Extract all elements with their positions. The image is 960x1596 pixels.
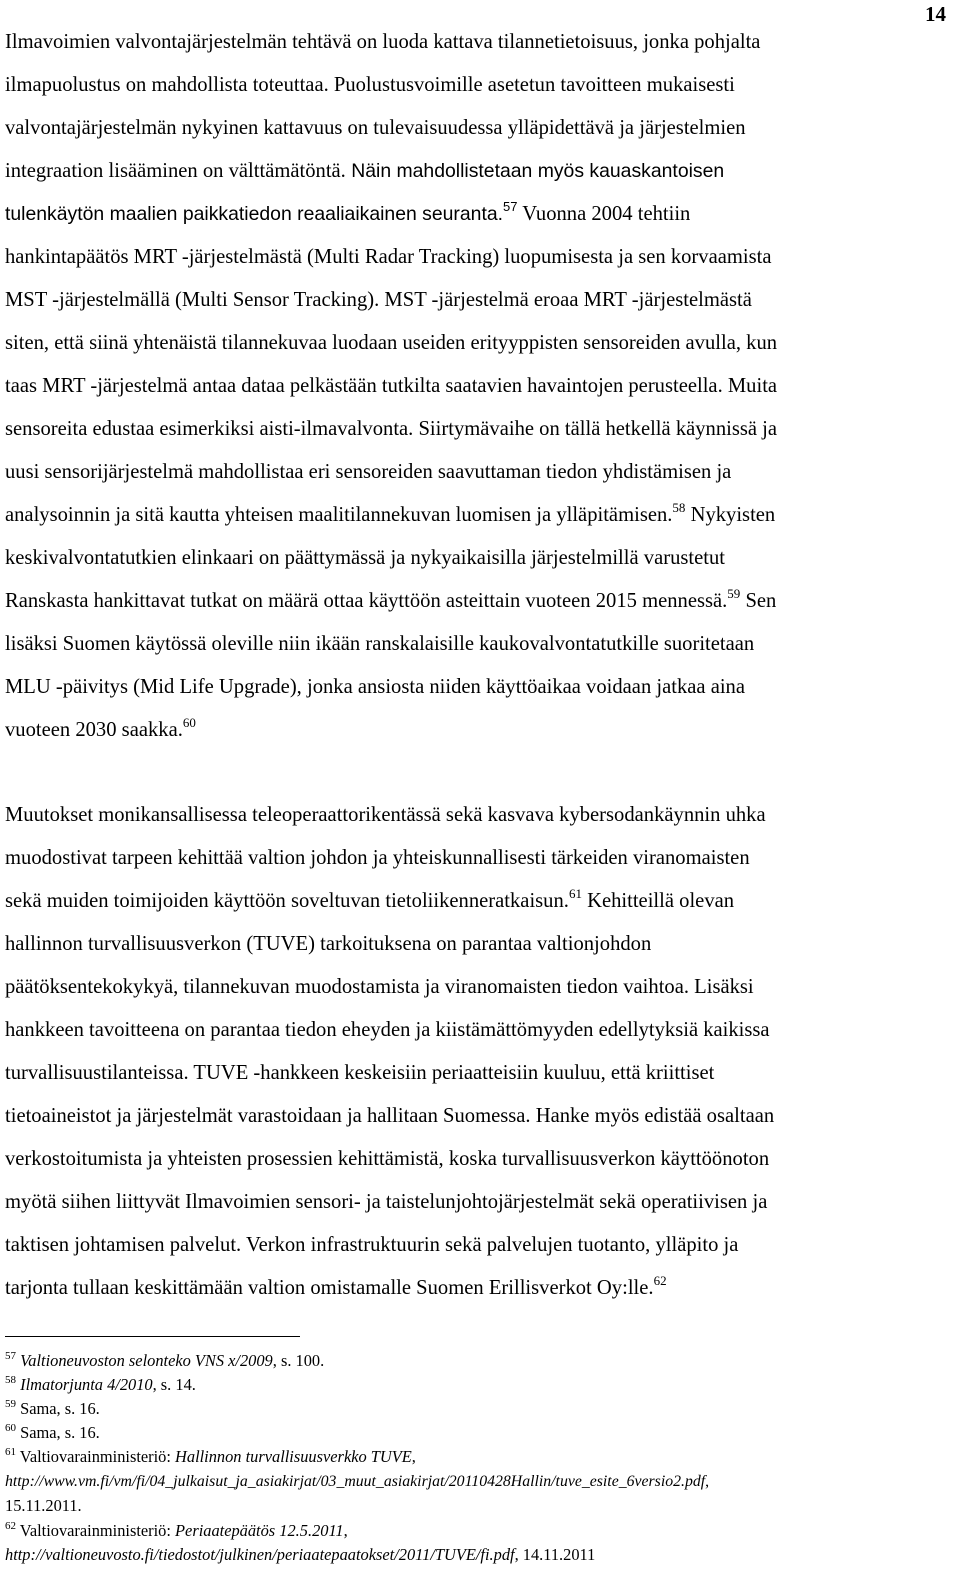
footnote-61-url-line: [5, 1472, 709, 1492]
text-line: hallinnon turvallisuusverkon (TUVE) tarkoituksena on parantaa valtionjohdon: [5, 933, 652, 955]
text-line: [5, 159, 724, 183]
text-segment: tarjonta tullaan keskittämään valtion omistamalle Suomen Erillisverkot Oy:lle.: [5, 1277, 654, 1299]
footnote-number: 59: [5, 1398, 16, 1410]
text-line: turvallisuustilanteissa. TUVE -hankkeen keskeisiin periaatteisiin kuuluu, että kriittiset: [5, 1062, 715, 1084]
footnote-title: Hallinnon turvallisuusverkko TUVE: [175, 1447, 412, 1466]
text-segment: tulenkäytön maalien paikkatiedon reaaliaikainen seuranta.: [5, 203, 504, 225]
text-line: hankintapäätös MRT -järjestelmästä (Multi Radar Tracking) luopumisesta ja sen korvaamista: [5, 246, 772, 268]
text-line: taktisen johtamisen palvelut. Verkon infrastruktuurin sekä palvelujen tuotanto, ylläpito ja: [5, 1234, 739, 1256]
footnote-number: 62: [5, 1520, 16, 1532]
text-segment: Ranskasta hankittavat tutkat on määrä ottaa käyttöön asteittain vuoteen 2015 mennessä.: [5, 590, 728, 612]
footnote-text: ,: [705, 1473, 710, 1490]
text-line: sensoreita edustaa esimerkiksi aisti-ilmavalvonta. Siirtymävaihe on tällä hetkellä käynnissä ja: [5, 418, 778, 440]
footnote-number: 58: [5, 1374, 16, 1386]
text-line: Muutokset monikansallisessa teleoperaattorikentässä sekä kasvava kybersodankäynnin uhka: [5, 804, 766, 826]
text-line: uusi sensorijärjestelmä mahdollistaa eri sensoreiden saavuttaman tiedon yhdistämisen ja: [5, 461, 732, 483]
text-line: Ilmavoimien valvontajärjestelmän tehtävä on luoda kattava tilannetietoisuus, jonka pohjalta: [5, 31, 761, 53]
text-line: valvontajärjestelmän nykyinen kattavuus on tulevaisuudessa ylläpidettävä ja järjestelmien: [5, 117, 746, 139]
text-line: tietoaineistot ja järjestelmät varastoidaan ja hallitaan Suomessa. Hanke myös edistää osaltaan: [5, 1105, 775, 1127]
footnote-title: Ilmatorjunta 4/2010: [20, 1375, 153, 1394]
footnote-text: ,: [343, 1521, 348, 1540]
footnote-number: 60: [5, 1422, 16, 1434]
text-line: MLU -päivitys (Mid Life Upgrade), jonka ansiosta niiden käyttöaikaa voidaan jatkaa aina: [5, 676, 745, 698]
footnote-57: [5, 1351, 324, 1371]
text-segment: Vuonna 2004 tehtiin: [517, 203, 691, 225]
footnote-text: , s. 14.: [152, 1375, 196, 1394]
text-line: taas MRT -järjestelmä antaa dataa pelkästään tutkilta saatavien havaintojen perusteella. Muita: [5, 375, 778, 397]
text-line: keskivalvontatutkien elinkaari on päättymässä ja nykyaikaisilla järjestelmillä varustetut: [5, 547, 725, 569]
text-line: [5, 1273, 667, 1300]
page-number: 14: [925, 2, 946, 26]
footnote-62: [5, 1521, 348, 1541]
text-line: myötä siihen liittyvät Ilmavoimien sensori- ja taistelunjohtojärjestelmät sekä operatiivisen ja: [5, 1191, 768, 1213]
footnote-text: Valtiovarainministeriö:: [16, 1521, 176, 1540]
text-line: MST -järjestelmällä (Multi Sensor Tracking). MST -järjestelmä eroaa MRT -järjestelmästä: [5, 289, 752, 311]
footnote-title: Valtioneuvoston selonteko VNS x/2009: [20, 1351, 273, 1370]
text-line: ilmapuolustus on mahdollista toteuttaa. Puolustusvoimille asetetun tavoitteen mukaisesti: [5, 74, 735, 96]
footnote-ref: 62: [653, 1273, 667, 1288]
footnote-61: [5, 1447, 416, 1467]
text-segment: Näin mahdollistetaan myös kauaskantoisen: [345, 160, 725, 182]
text-line: päätöksentekokykyä, tilannekuvan muodostamista ja viranomaisten tiedon vaihtoa. Lisäksi: [5, 976, 754, 998]
text-segment: sekä muiden toimijoiden käyttöön soveltuvan tietoliikenneratkaisun.: [5, 890, 569, 912]
footnote-text: Valtiovarainministeriö:: [16, 1447, 176, 1466]
footnote-number: 57: [5, 1350, 16, 1362]
text-line: [5, 586, 777, 613]
text-line: lisäksi Suomen käytössä oleville niin ikään ranskalaisille kaukovalvontatutkille suoritetaan: [5, 633, 755, 655]
footnote-59: [5, 1399, 100, 1419]
footnote-62-url-line: [5, 1545, 595, 1565]
footnote-text: , s. 100.: [272, 1351, 325, 1370]
footnote-text: ,: [411, 1447, 416, 1466]
text-segment: integraation lisääminen on välttämätöntä.: [5, 160, 346, 182]
text-line: muodostivat tarpeen kehittää valtion johdon ja yhteiskunnallisesti tärkeiden viranomaisten: [5, 847, 750, 869]
footnote-58: [5, 1375, 196, 1395]
footnote-number: 61: [5, 1446, 16, 1458]
text-line: verkostoitumista ja yhteisten prosessien kehittämistä, koska turvallisuusverkon käyttöönoton: [5, 1148, 770, 1170]
footnote-ref: 59: [727, 586, 741, 601]
footnote-61-date: 15.11.2011.: [5, 1496, 82, 1515]
text-line: hankkeen tavoitteena on parantaa tiedon eheyden ja kiistämättömyyden edellytyksiä kaikissa: [5, 1019, 770, 1041]
text-segment: Nykyisten: [685, 504, 776, 526]
footnote-text: Sama, s. 16.: [16, 1399, 100, 1418]
footnote-title: Periaatepäätös 12.5.2011: [175, 1521, 344, 1540]
text-line: [5, 886, 735, 913]
text-segment: Kehitteillä olevan: [581, 890, 735, 912]
text-line: [5, 199, 691, 226]
footnote-ref: 60: [182, 715, 196, 730]
text-line: siten, että siinä yhtenäistä tilannekuvaa luodaan useiden erityyppisten sensoreiden avulla, kun: [5, 332, 778, 354]
text-line: [5, 715, 196, 742]
footnote-link[interactable]: http://www.vm.fi/vm/fi/04_julkaisut_ja_asiakirjat/03_muut_asiakirjat/20110428Hallin/tuve_esite_6versio2.pdf: [5, 1473, 706, 1490]
footnote-separator: [5, 1336, 300, 1337]
text-line: [5, 500, 776, 527]
footnote-60: [5, 1423, 100, 1443]
text-segment: vuoteen 2030 saakka.: [5, 719, 183, 741]
text-segment: Sen: [740, 590, 777, 612]
footnote-ref: 58: [672, 500, 686, 515]
footnote-link[interactable]: http://valtioneuvosto.fi/tiedostot/julkinen/periaatepaatokset/2011/TUVE/fi.pdf: [5, 1545, 515, 1564]
footnote-text: , 14.11.2011: [514, 1545, 596, 1564]
footnote-text: Sama, s. 16.: [16, 1423, 100, 1442]
text-segment: analysoinnin ja sitä kautta yhteisen maalitilannekuvan luomisen ja ylläpitämisen.: [5, 504, 673, 526]
footnote-ref: 57: [503, 199, 518, 214]
footnote-ref: 61: [568, 886, 582, 901]
